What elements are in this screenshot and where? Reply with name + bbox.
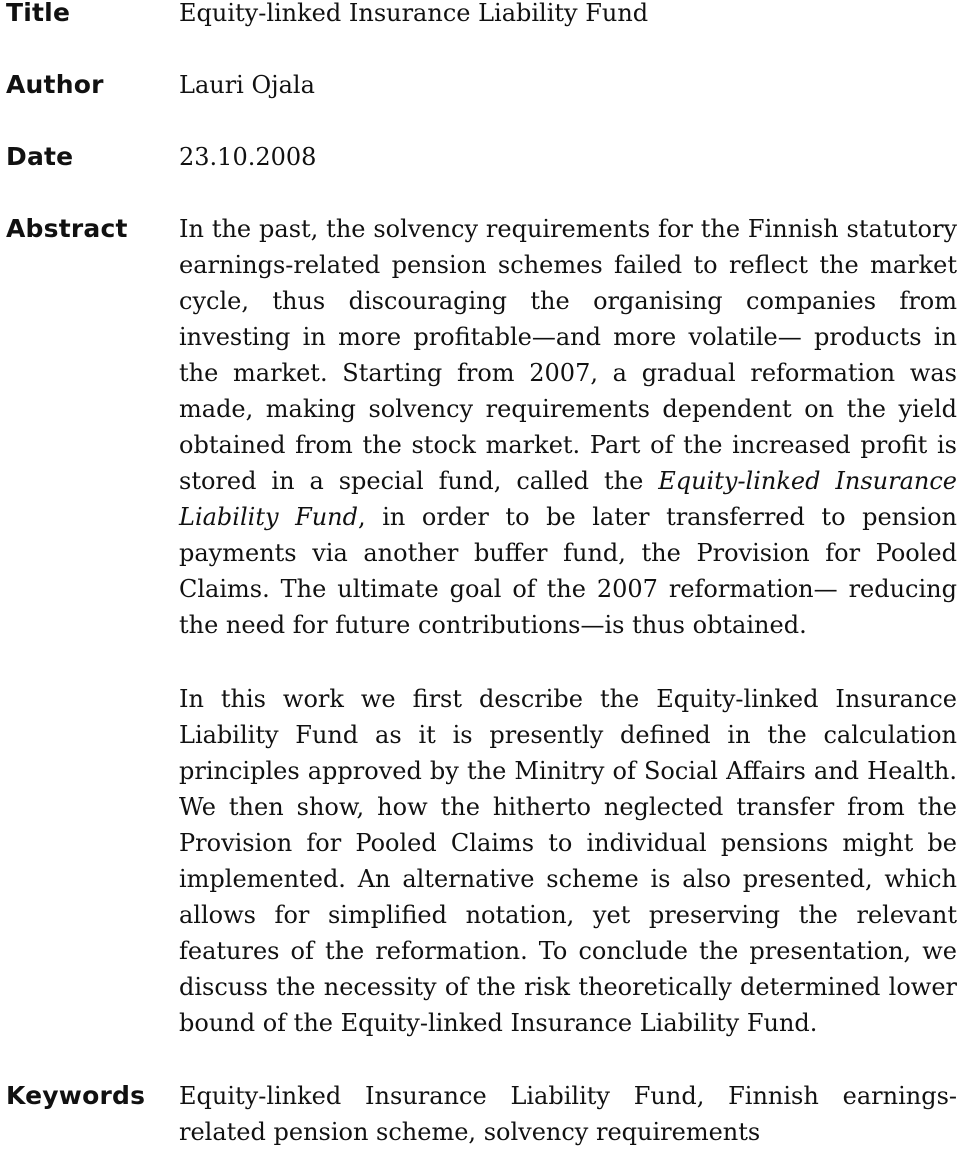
abstract-p1-part1: In the past, the solvency requirements for the Finnish statutory earnings-related pension schemes failed to reflect the market cycle, thus discouraging the organising companies from investing in more profitable—and more volatile— products in the market. Starting from 2007, a gradual reformation was made, making solvency requirements dependent on the yield obtained from the stock market. Part of the increased profit is stored in a special fund, called the <box>179 215 957 495</box>
keywords-text: Equity-linked Insurance Liability Fund, Finnish earnings-related pension scheme, solvency requirements <box>179 1082 957 1146</box>
abstract-paragraph-2 <box>179 681 957 1041</box>
date-value: 23.10.2008 <box>179 143 317 171</box>
keywords-label: Keywords <box>6 1081 146 1110</box>
author-label: Author <box>6 70 104 99</box>
abstract-paragraph-1-text <box>179 211 957 643</box>
title-value: Equity-linked Insurance Liability Fund <box>179 0 649 27</box>
title-label: Title <box>6 0 71 27</box>
abstract-p1-part2: , in order to be later transferred to pension payments via another buffer fund, the Provision for Pooled Claims. The ultimate goal of the 2007 reformation— reducing the need for future contributions—is thus obtained. <box>179 503 958 639</box>
abstract-label: Abstract <box>6 214 128 243</box>
abstract-p1-italic: Equity-linked Insurance Liability Fund <box>179 467 957 531</box>
keywords-value <box>179 1078 957 1150</box>
abstract-paragraph-2-text: In this work we first describe the Equity-linked Insurance Liability Fund as it is presently defined in the calculation principles approved by the Minitry of Social Affairs and Health. We then show, how the hitherto neglected transfer from the Provision for Pooled Claims to individual pensions might be implemented. An alternative scheme is also presented, which allows for simplified notation, yet preserving the relevant features of the reformation. To conclude the presentation, we discuss the necessity of the risk theoretically determined lower bound of the Equity-linked Insurance Liability Fund. <box>179 685 957 1037</box>
abstract-paragraph-1 <box>179 211 957 643</box>
author-value: Lauri Ojala <box>179 71 315 99</box>
date-label: Date <box>6 142 74 171</box>
